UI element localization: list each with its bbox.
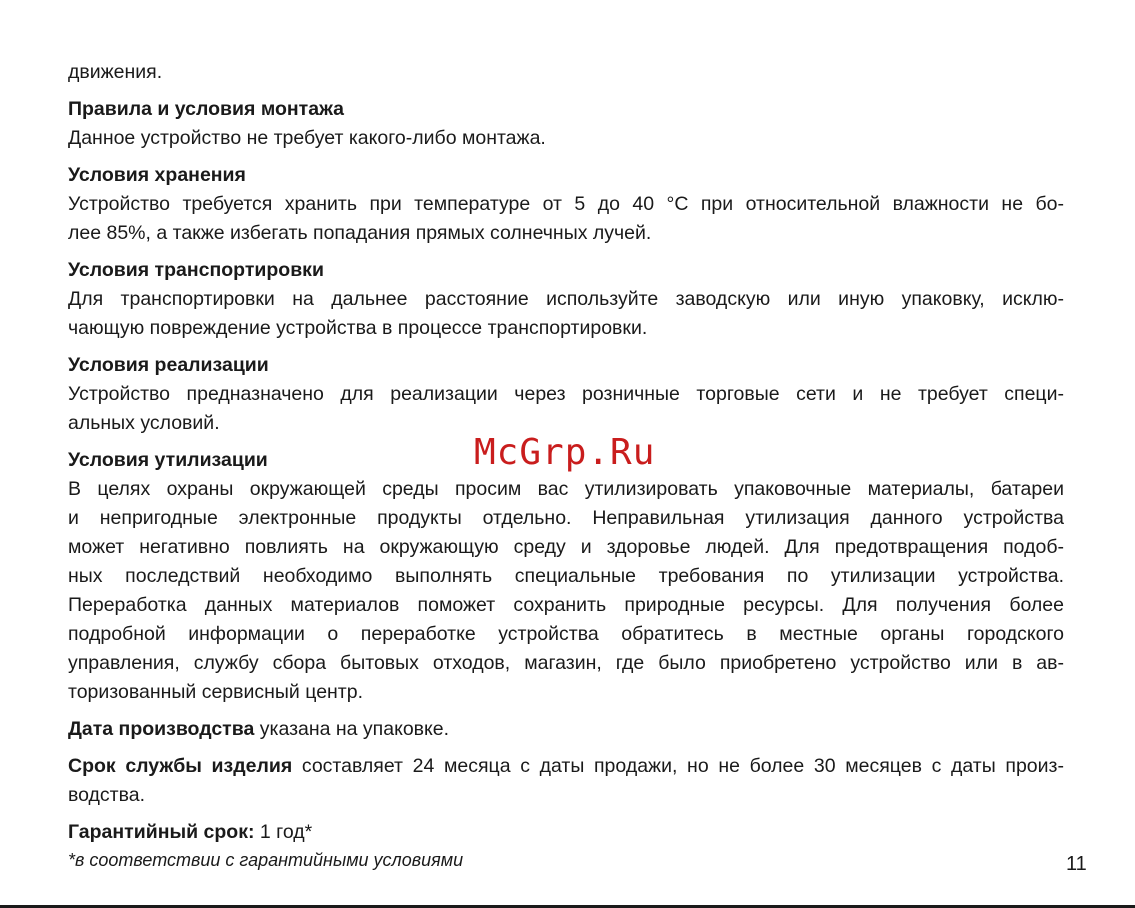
service-life-text-cont: водства. [68,784,146,806]
mounting-text: Данное устройство не требует какого-либо монтажа. [68,127,546,149]
storage-text-line: Устройство требуется хранить при температуре от 5 до 40 °С при относительной влажности не бо- [68,193,1064,215]
disposal-text-line: торизованный сервисный центр. [68,681,364,703]
storage-heading: Условия хранения [68,164,246,186]
disposal-heading: Условия утилизации [68,449,268,471]
transport-heading: Условия транспортировки [68,259,324,281]
disposal-text-line: подробной информации о переработке устройства обратитесь в местные органы городского [68,623,1064,645]
production-date [68,715,1064,744]
mounting-heading: Правила и условия монтажа [68,98,344,120]
disposal-text-line: Переработка данных материалов поможет сохранить природные ресурсы. Для получения более [68,594,1064,616]
warranty-label: Гарантийный срок: [68,821,255,843]
warranty [68,818,1064,847]
production-date-text: указана на упаковке. [254,718,450,740]
service-life-label: Срок службы изделия [68,755,293,777]
transport-text-line: Для транспортировки на дальнее расстояние используйте заводскую или иную упаковку, исклю- [68,288,1064,310]
intro-text: движения. [68,61,163,83]
storage-text-line: лее 85%, а также избегать попадания прямых солнечных лучей. [68,222,652,244]
watermark: McGrp.Ru [474,432,656,473]
production-date-label: Дата производства [68,718,255,740]
transport-text-line: чающую повреждение устройства в процессе транспортировки. [68,317,648,339]
warranty-text: 1 год* [254,821,313,843]
disposal-text-line: может негативно повлиять на окружающую среду и здоровье людей. Для предотвращения подоб- [68,536,1064,558]
sale-text-line: альных условий. [68,412,220,434]
disposal-text-line: В целях охраны окружающей среды просим вас утилизировать упаковочные материалы, батареи [68,478,1064,500]
disposal-text-line: ных последствий необходимо выполнять специальные требования по утилизации устройства. [68,565,1064,587]
page-number: 11 [1066,853,1087,875]
disposal-text-line: управления, службу сбора бытовых отходов, магазин, где было приобретено устройство или в ав- [68,652,1064,674]
sale-heading: Условия реализации [68,354,269,376]
warranty-footnote: *в соответствии с гарантийными условиями [68,850,464,870]
service-life [68,752,1064,781]
disposal-text-line: и непригодные электронные продукты отдельно. Неправильная утилизация данного устройства [68,507,1064,529]
sale-text-line: Устройство предназначено для реализации через розничные торговые сети и не требует специ- [68,383,1064,405]
service-life-text: составляет 24 месяца с даты продажи, но не более 30 месяцев с даты произ- [292,755,1064,777]
